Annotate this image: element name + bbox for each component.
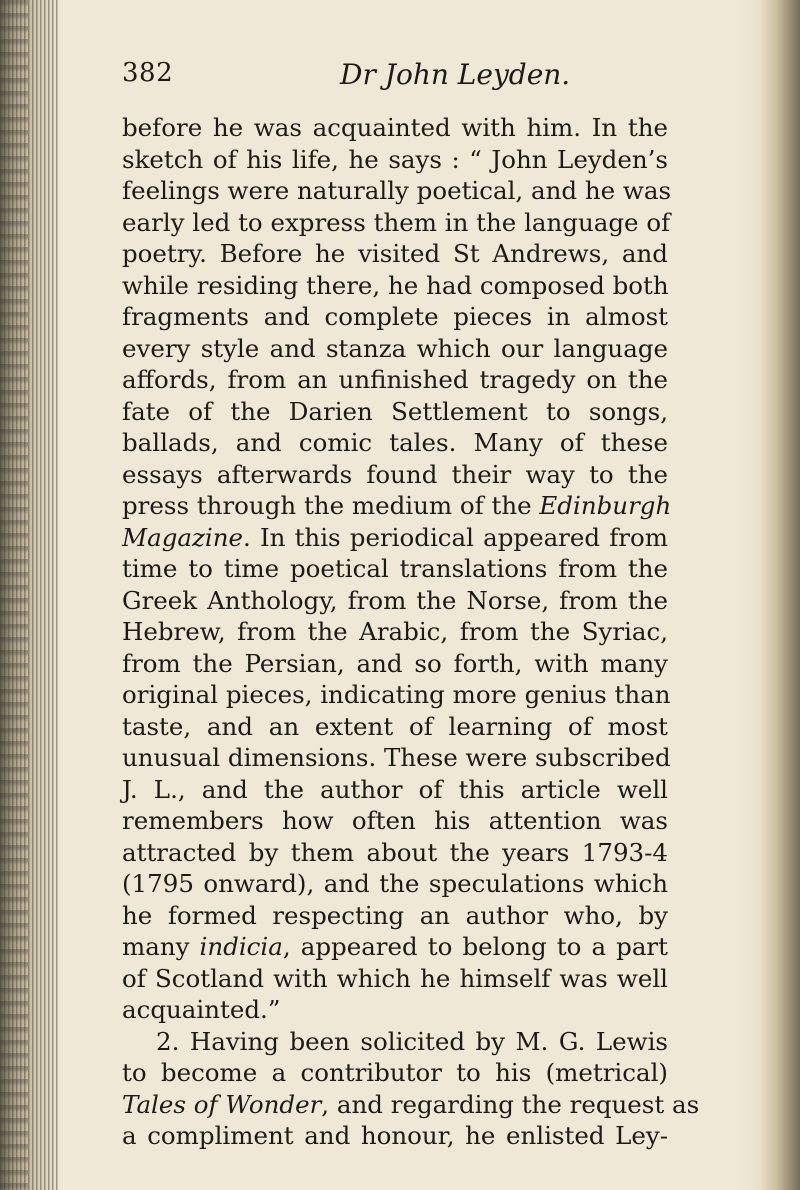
text-line [122,931,668,963]
text-line: 2. Having been solicited by M. G. Lewis [156,1026,668,1056]
text-line: while residing there, he had composed both [122,270,669,300]
text-line: ballads, and comic tales. Many of these [122,428,668,457]
text-line: time to time poetical translations from the [122,554,668,583]
text-line: taste, and an extent of learning of most [122,711,668,741]
running-title: Dr John Leyden. [340,58,571,91]
italic-title: Edinburgh [539,491,672,520]
text-line: remembers how often his attention was [122,806,668,835]
text-line: from the Persian, and so forth, with many [122,648,668,678]
page-number: 382 [122,58,174,88]
text-line: (1795 onward), and the speculations which [122,869,668,898]
text-line [122,490,672,522]
italic-title: Magazine [122,522,244,552]
text-line: a compliment and honour, he enlisted Ley- [122,1121,668,1150]
page-header [122,58,662,98]
text-line: sketch of his life, he says : “ John Leyden’s [122,144,668,174]
text-line: Magazine. In this periodical appeared from [122,522,668,552]
text-line: unusual dimensions. These were subscribed [122,743,671,772]
text-line: of Scotland with which he himself was well [122,963,668,993]
body-text [122,112,700,1152]
text-line [122,1089,700,1121]
page-gutter-shadow [0,0,60,1190]
text-line: fate of the Darien Settlement to songs, [122,396,668,426]
text-line: to become a contributor to his (metrical) [122,1058,668,1087]
text-line: every style and stanza which our language [122,333,668,363]
text-line: before he was acquainted with him. In the [122,113,668,142]
text-line: Hebrew, from the Arabic, from the Syriac, [122,617,668,646]
text-fragment: many [122,932,200,961]
text-line: acquainted.” [122,995,281,1024]
text-fragment: , and regarding the request as [321,1089,700,1119]
text-line: he formed respecting an author who, by [122,900,668,930]
text-line: essays afterwards found their way to the [122,459,668,489]
italic-word: indicia [199,932,283,961]
text-fragment: , appeared to belong to a part [282,932,668,961]
text-line: attracted by them about the years 1793-4 [122,837,668,867]
page-edge-shadow [760,0,800,1190]
text-line: original pieces, indicating more genius than [122,680,671,709]
text-fragment: press through the medium of the [122,491,540,520]
text-line: J. L., and the author of this article well [122,774,668,804]
text-line: early led to express them in the language of [122,207,671,237]
text-line: affords, from an unfinished tragedy on the [122,365,668,394]
text-line: Greek Anthology, from the Norse, from the [122,585,668,615]
text-fragment: In this periodical appeared from [259,522,668,552]
text-line: feelings were naturally poetical, and he was [122,176,672,205]
text-line: poetry. Before he visited St Andrews, and [122,239,668,268]
text-line: fragments and complete pieces in almost [122,302,668,331]
italic-title: Tales of Wonder [122,1089,322,1119]
